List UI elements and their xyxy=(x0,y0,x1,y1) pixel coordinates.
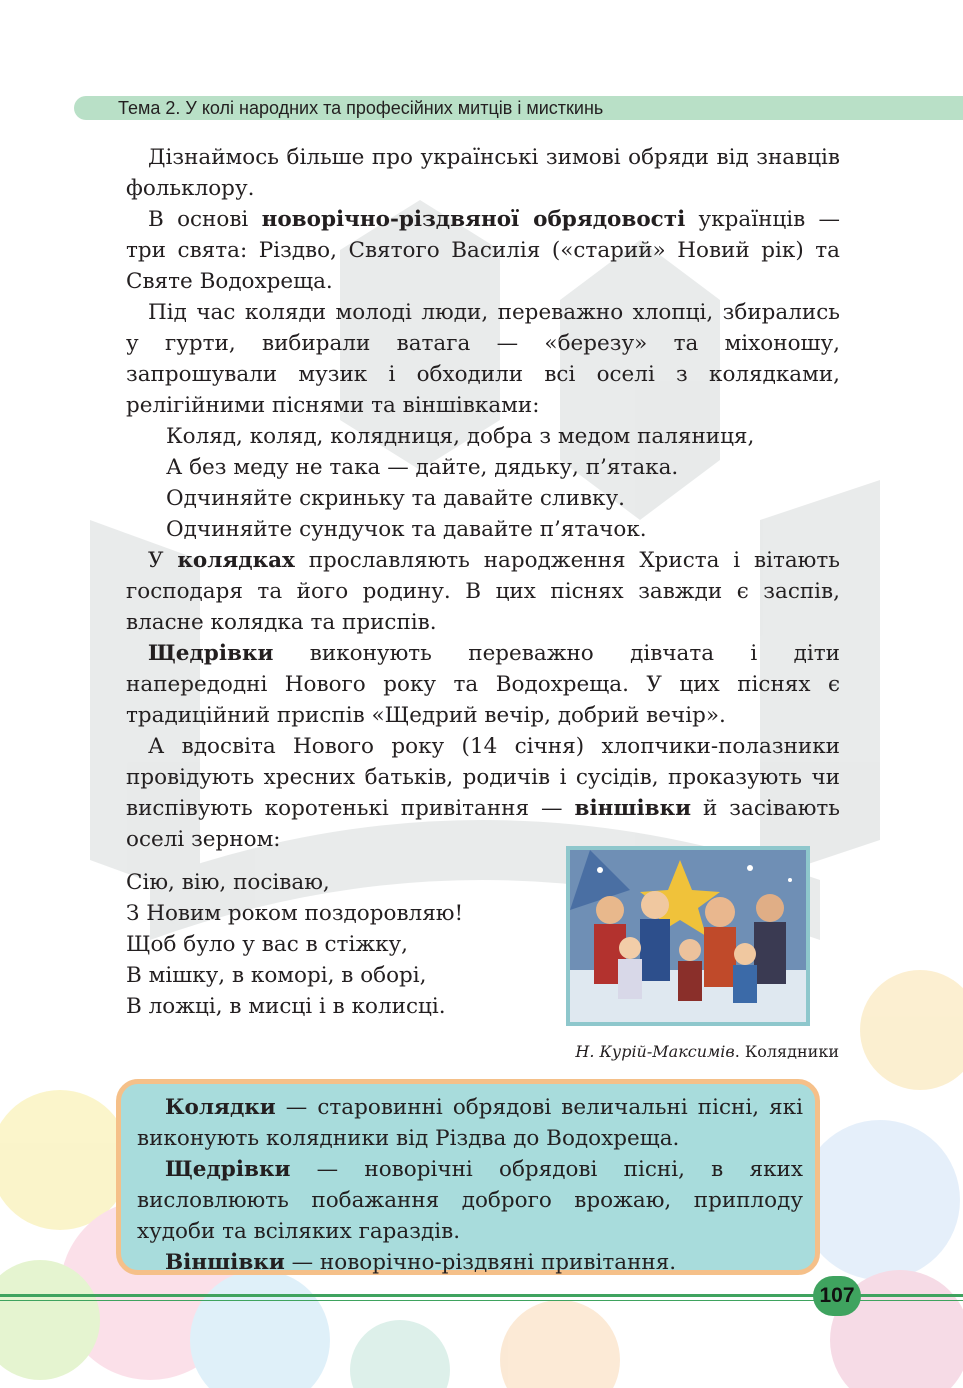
carolers-painting xyxy=(566,846,810,1026)
verse-line: Одчиняйте сундучок та давайте п’ятачок. xyxy=(166,517,647,542)
paragraph-koliada: Під час коляди молоді люди, переважно хлопці, збирались у гурти, вибирали ватага — «березу» та міхоношу, запрошували музик і обходили всі оселі з колядками, релігійними піснями та віншівками: xyxy=(126,300,840,418)
paragraph-koliadky: У колядках прославляють народження Христа і вітають господаря та його родину. В цих піснях завжди є заспів, власне колядка та приспів. xyxy=(126,548,840,635)
poem-line: В мішку, в коморі, в оборі, xyxy=(126,963,427,988)
page-number: 107 xyxy=(813,1276,861,1316)
poem-line: Сію, вію, посіваю, xyxy=(126,870,330,895)
caption-title: Колядники xyxy=(744,1042,839,1061)
painting-caption: Н. Курій-Максимів. Колядники xyxy=(575,1042,839,1061)
definition-shchedrivky: Щедрівки — новорічні обрядові пісні, в яких висловлюють побажання доброго врожаю, приплоду худоби та всіляких гараздів. xyxy=(137,1157,803,1244)
poem xyxy=(126,867,463,1022)
term-shchedrivky: Щедрівки xyxy=(148,641,274,666)
poem-line: З Новим роком поздоровляю! xyxy=(126,901,464,926)
definitions-box xyxy=(116,1079,820,1275)
paragraph-intro: Дізнаймось більше про українські зимові обряди від знавців фольклору. xyxy=(126,145,840,201)
painting-image xyxy=(570,850,806,1022)
section-header: Тема 2. У колі народних та професійних митців і мисткинь xyxy=(118,98,604,118)
main-text xyxy=(126,142,840,855)
paragraph-rituals: В основі новорічно-різдвяної обрядовості українців — три свята: Різдво, Святого Василія («старий» Новий рік) та Святе Водохреща. xyxy=(126,207,840,294)
caption-author: Н. Курій-Максимів xyxy=(575,1042,735,1061)
term-koliadky: колядках xyxy=(177,548,295,573)
paragraph-vinshivky: А вдосвіта Нового року (14 січня) хлопчики-полазники провідують хресних батьків, родичів і сусідів, проказують чи виспівують коротенькі привітання — віншівки й засівають оселі зерном: xyxy=(126,734,841,852)
verse-line: Коляд, коляд, колядниця, добра з медом паляниця, xyxy=(166,424,755,449)
term-new-year-rituals: новорічно-різдвяної обрядовості xyxy=(261,207,686,232)
verse-line: А без меду не така — дайте, дядьку, п’ятака. xyxy=(166,455,679,480)
verse-line: Одчиняйте скриньку та давайте сливку. xyxy=(166,486,625,511)
term-vinshivky: віншівки xyxy=(574,796,692,821)
paragraph-shchedrivky: Щедрівки виконують переважно дівчата і діти напередодні Нового року та Водохреща. У цих піснях є традиційний приспів «Щедрий вечір, добрий вечір». xyxy=(126,641,840,728)
poem-line: Щоб було у вас в стіжку, xyxy=(126,932,409,957)
definition-koliadky: Колядки — старовинні обрядові величальні пісні, які виконують колядники від Різдва до Водохреща. xyxy=(137,1095,803,1151)
poem-line: В ложці, в мисці і в колисці. xyxy=(126,994,446,1019)
definition-vinshivky: Віншівки — новорічно-різдвяні привітання. xyxy=(165,1250,677,1275)
